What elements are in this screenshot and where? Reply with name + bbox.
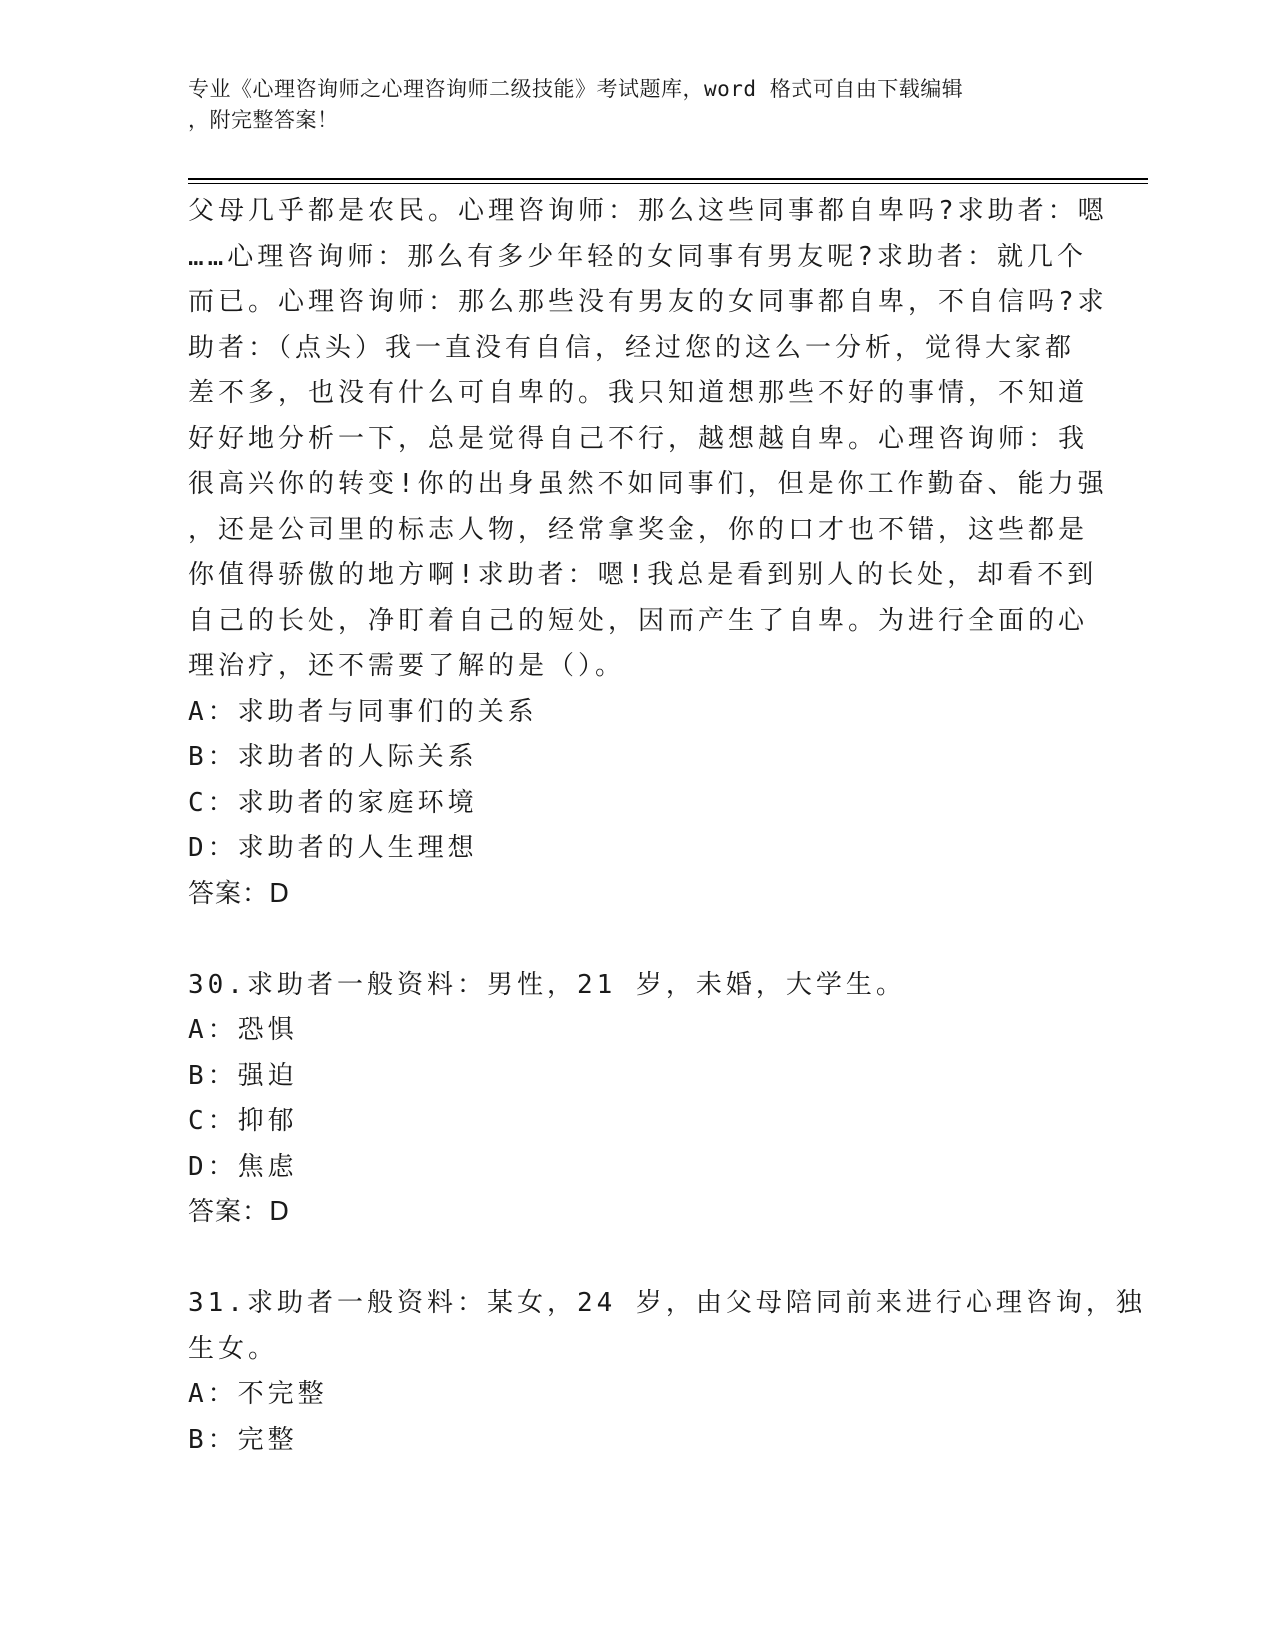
- question-30: [188, 963, 1188, 1236]
- question-text-line: 而已。心理咨询师：那么那些没有男友的女同事都自卑，不自信吗?求: [188, 287, 1108, 317]
- option-b: B：强迫: [188, 1060, 298, 1091]
- question-text-line: 生女。: [188, 1333, 279, 1364]
- answer-line: 答案：D: [188, 878, 291, 909]
- question-text-line: 很高兴你的转变!你的出身虽然不如同事们，但是你工作勤奋、能力强: [188, 469, 1108, 499]
- question-text-line: 助者：（点头）我一直没有自信，经过您的这么一分析，觉得大家都: [188, 332, 1076, 363]
- option-d: D：求助者的人生理想: [188, 833, 478, 863]
- question-text-line: ……心理咨询师：那么有多少年轻的女同事有男友呢?求助者：就几个: [188, 241, 1087, 272]
- question-29: [188, 189, 1188, 917]
- question-text-line: 31.求助者一般资料：某女，24 岁，由父母陪同前来进行心理咨询，独: [188, 1288, 1146, 1318]
- question-text-line: 父母几乎都是农民。心理咨询师：那么这些同事都自卑吗?求助者：嗯: [188, 196, 1108, 226]
- header-line-1: 专业《心理咨询师之心理咨询师二级技能》考试题库，word 格式可自由下载编辑: [188, 77, 964, 101]
- section-gap: [188, 917, 1188, 963]
- option-b: B：完整: [188, 1424, 298, 1455]
- option-a: A：恐惧: [188, 1015, 298, 1045]
- option-b: B：求助者的人际关系: [188, 742, 478, 772]
- question-text-line: 好好地分析一下，总是觉得自己不行，越想越自卑。心理咨询师：我: [188, 423, 1089, 454]
- question-31: [188, 1281, 1188, 1463]
- header-divider: [188, 178, 1148, 184]
- question-text-line: 你值得骄傲的地方啊!求助者：嗯!我总是看到别人的长处，却看不到: [188, 560, 1098, 590]
- option-a: A：不完整: [188, 1379, 328, 1409]
- option-c: C：抑郁: [188, 1106, 298, 1136]
- question-text-line: 差不多，也没有什么可自卑的。我只知道想那些不好的事情，不知道: [188, 378, 1089, 408]
- page-header: [188, 74, 1088, 136]
- option-d: D：焦虑: [188, 1151, 298, 1182]
- question-text-line: ，还是公司里的标志人物，经常拿奖金，你的口才也不错，这些都是: [188, 514, 1089, 545]
- option-c: C：求助者的家庭环境: [188, 787, 478, 818]
- question-text-line: 30.求助者一般资料：男性，21 岁，未婚，大学生。: [188, 969, 906, 1000]
- question-text-line: 理治疗，还不需要了解的是（）。: [188, 651, 626, 681]
- question-text-line: 自己的长处，净盯着自己的短处，因而产生了自卑。为进行全面的心: [188, 605, 1089, 636]
- option-a: A：求助者与同事们的关系: [188, 696, 538, 727]
- document-body: [188, 189, 1188, 1463]
- header-line-2: ，附完整答案！: [188, 108, 339, 132]
- section-gap: [188, 1236, 1188, 1282]
- answer-line: 答案：D: [188, 1197, 291, 1227]
